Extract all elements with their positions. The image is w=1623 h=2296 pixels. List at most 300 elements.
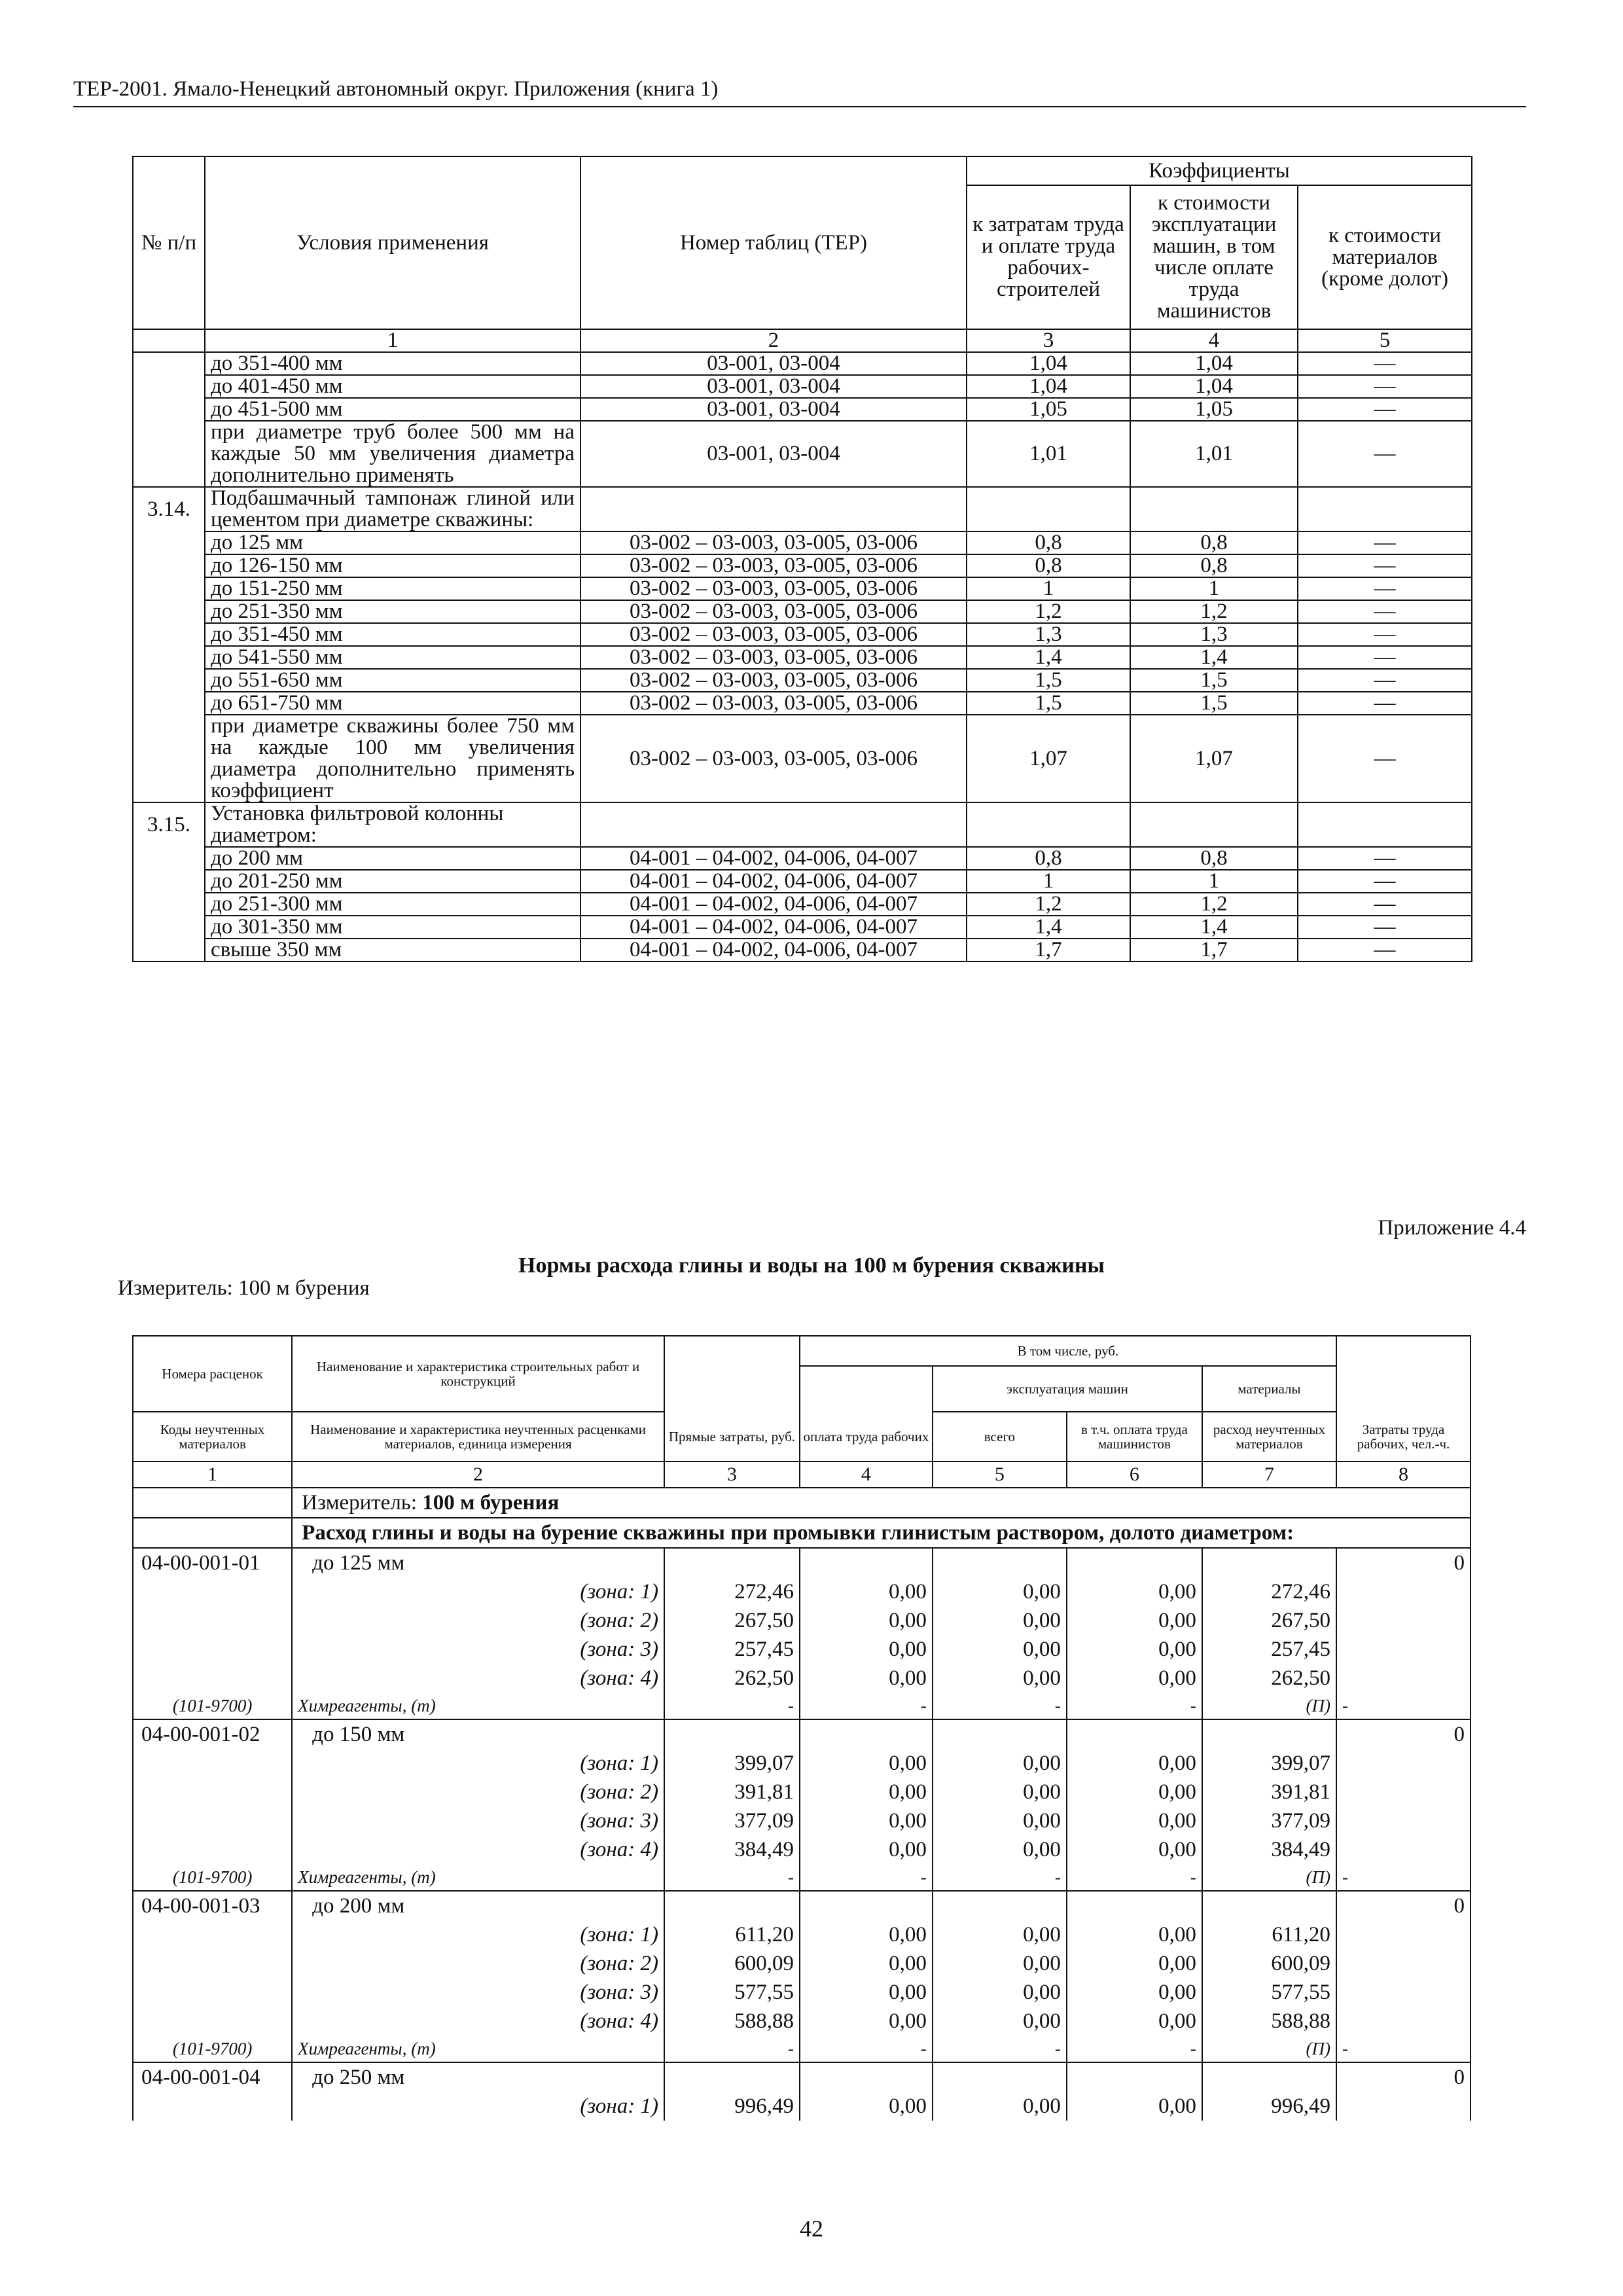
index-row [133,329,1472,352]
row-coef-labor: 1,3 [967,623,1130,646]
table-row [133,375,1472,398]
zone-row [133,1749,1471,1778]
row-coef-materials: — [1298,421,1472,487]
zone-materials: 600,09 [1202,1949,1336,1978]
zone-machines-total: 0,00 [933,2007,1067,2036]
row-condition: до 151-250 мм [205,577,580,600]
zone-machines-total: 0,00 [933,1749,1067,1778]
index-cell: 5 [1298,329,1472,352]
row-coef-materials: — [1298,847,1472,870]
row-tables: 04-001 – 04-002, 04-006, 04-007 [580,893,967,916]
norms-table [132,1335,1471,2121]
row-number [133,870,205,893]
zone-materials: 399,07 [1202,1749,1336,1778]
zone-labor-pay: 0,00 [800,1949,933,1978]
zone-direct: 577,55 [664,1978,800,2007]
index-cell: 6 [1067,1462,1202,1488]
row-condition: до 401-450 мм [205,375,580,398]
zone-label: (зона: 4) [292,1664,664,1693]
row-condition: до 351-450 мм [205,623,580,646]
row-coef-machines: 1,2 [1130,893,1298,916]
coefficients-header: Коэффициенты [967,156,1472,185]
zone-machines-total: 0,00 [933,1806,1067,1835]
table-row [133,847,1472,870]
zone-labor-pay: 0,00 [800,1920,933,1949]
measure-label: Измеритель: 100 м бурения [118,1276,370,1300]
row-tables: 03-001, 03-004 [580,421,967,487]
row-coef-labor: 1,07 [967,715,1130,802]
table-row [133,669,1472,692]
row-tables: 03-002 – 03-003, 03-005, 03-006 [580,600,967,623]
table-row [133,870,1472,893]
row-coef-machines: 0,8 [1130,847,1298,870]
row-tables: 04-001 – 04-002, 04-006, 04-007 [580,916,967,939]
zone-row [133,1949,1471,1978]
running-header: ТЕР-2001. Ямало-Ненецкий автономный округ. Приложения (книга 1) [73,77,719,101]
zone-materials: 996,49 [1202,2092,1336,2121]
row-number [133,623,205,646]
rate-row [133,1548,1471,1577]
row-coef-materials: — [1298,352,1472,375]
col-conditions-header: Условия применения [205,156,580,329]
page-number: 42 [800,2215,823,2242]
zone-machines-total: 0,00 [933,1978,1067,2007]
row-number [133,375,205,398]
row-coef-machines [1130,487,1298,531]
zone-machines-labor: 0,00 [1067,1978,1202,2007]
zone-machines-total: 0,00 [933,1635,1067,1664]
material-code: (101-9700) [133,2036,292,2062]
index-cell: 3 [967,329,1130,352]
zone-machines-labor: 0,00 [1067,2092,1202,2121]
zone-row [133,1806,1471,1835]
zone-machines-labor: 0,00 [1067,1749,1202,1778]
row-condition: до 301-350 мм [205,916,580,939]
zone-direct: 377,09 [664,1806,800,1835]
index-cell: 8 [1336,1462,1471,1488]
name-header-2: Наименование и характеристика неучтенных расценками материалов, единица измерения [292,1412,664,1462]
row-tables: 03-001, 03-004 [580,398,967,421]
row-tables: 03-001, 03-004 [580,352,967,375]
zone-label: (зона: 1) [292,1920,664,1949]
index-cell: 7 [1202,1462,1336,1488]
row-coef-labor: 1,4 [967,646,1130,669]
row-coef-machines: 1,07 [1130,715,1298,802]
row-coef-machines: 1,5 [1130,692,1298,715]
row-tables: 03-002 – 03-003, 03-005, 03-006 [580,715,967,802]
row-condition: до 251-300 мм [205,893,580,916]
zone-label: (зона: 1) [292,1749,664,1778]
rate-labor: 0 [1336,2062,1471,2092]
row-number [133,669,205,692]
material-labor-cost: - [1336,1693,1471,1719]
rate-labor: 0 [1336,1891,1471,1920]
row-condition: до 126-150 мм [205,554,580,577]
index-cell: 1 [205,329,580,352]
row-coef-labor [967,487,1130,531]
row-coef-machines: 1 [1130,870,1298,893]
zone-materials: 588,88 [1202,2007,1336,2036]
zone-labor-pay: 0,00 [800,1778,933,1806]
index-cell: 4 [1130,329,1298,352]
rate-code: 04-00-001-02 [133,1719,292,1749]
row-condition: до 551-650 мм [205,669,580,692]
row-coef-materials: — [1298,398,1472,421]
material-consumption: (П) [1202,1693,1336,1719]
index-row [133,1462,1471,1488]
row-coef-labor: 1,5 [967,669,1130,692]
zone-machines-labor: 0,00 [1067,1778,1202,1806]
material-code: (101-9700) [133,1693,292,1719]
material-machines-total: - [933,2036,1067,2062]
zone-machines-labor: 0,00 [1067,1920,1202,1949]
row-tables: 03-002 – 03-003, 03-005, 03-006 [580,692,967,715]
row-condition: Подбашмачный тампонаж глиной или цементом при диаметре скважины: [205,487,580,531]
row-number [133,554,205,577]
zone-label: (зона: 4) [292,1835,664,1864]
row-number [133,398,205,421]
index-cell: 5 [933,1462,1067,1488]
zone-materials: 391,81 [1202,1778,1336,1806]
zone-label: (зона: 1) [292,2092,664,2121]
material-labor-pay: - [800,1693,933,1719]
zone-row [133,1778,1471,1806]
zone-machines-total: 0,00 [933,1835,1067,1864]
row-coef-labor: 1,5 [967,692,1130,715]
zone-machines-total: 0,00 [933,2092,1067,2121]
zone-labor-pay: 0,00 [800,2007,933,2036]
row-condition: до 251-350 мм [205,600,580,623]
zone-row [133,1835,1471,1864]
labor-header: оплата труда рабочих [800,1412,933,1462]
row-coef-machines: 1 [1130,577,1298,600]
row-coef-materials: — [1298,916,1472,939]
col-tables-header: Номер таблиц (ТЕР) [580,156,967,329]
zone-direct: 399,07 [664,1749,800,1778]
row-number [133,600,205,623]
row-coef-machines: 1,4 [1130,646,1298,669]
material-machines-labor: - [1067,1693,1202,1719]
row-tables: 03-002 – 03-003, 03-005, 03-006 [580,577,967,600]
row-condition: до 125 мм [205,531,580,554]
row-coef-materials: — [1298,939,1472,961]
row-coef-machines: 1,01 [1130,421,1298,487]
table-row [133,487,1472,531]
zone-materials: 267,50 [1202,1606,1336,1635]
zone-direct: 600,09 [664,1949,800,1978]
zone-row [133,1664,1471,1693]
zone-row [133,1978,1471,2007]
labor-cost-header: Затраты труда рабочих, чел.-ч. [1336,1412,1471,1462]
row-condition: до 351-400 мм [205,352,580,375]
zone-row [133,1577,1471,1606]
row-coef-materials [1298,802,1472,847]
zone-materials: 577,55 [1202,1978,1336,2007]
row-condition: свыше 350 мм [205,939,580,961]
zone-labor-pay: 0,00 [800,1806,933,1835]
row-coef-materials: — [1298,646,1472,669]
rate-row [133,2062,1471,2092]
coef-materials-header: к стоимости материалов (кроме долот) [1298,185,1472,329]
zone-machines-total: 0,00 [933,1949,1067,1978]
row-tables: 03-002 – 03-003, 03-005, 03-006 [580,646,967,669]
row-number [133,939,205,961]
table-row [133,802,1472,847]
row-tables: 04-001 – 04-002, 04-006, 04-007 [580,847,967,870]
row-coef-labor: 1,7 [967,939,1130,961]
row-coef-labor: 0,8 [967,531,1130,554]
zone-materials: 377,09 [1202,1806,1336,1835]
table-row [133,939,1472,961]
row-coef-machines: 1,04 [1130,352,1298,375]
row-coef-labor: 1,2 [967,893,1130,916]
row-condition: до 451-500 мм [205,398,580,421]
zone-label: (зона: 3) [292,1635,664,1664]
zone-materials: 611,20 [1202,1920,1336,1949]
row-tables: 03-002 – 03-003, 03-005, 03-006 [580,669,967,692]
zone-materials: 384,49 [1202,1835,1336,1864]
material-labor-cost: - [1336,1864,1471,1891]
rate-name: до 250 мм [292,2062,664,2092]
table-row [133,646,1472,669]
material-row [133,2036,1471,2062]
zone-label: (зона: 2) [292,1949,664,1978]
row-condition: при диаметре скважины более 750 мм на каждые 100 мм увеличения диаметра дополнительно применять коэффициент [205,715,580,802]
row-coef-machines: 1,5 [1130,669,1298,692]
row-tables: 03-002 – 03-003, 03-005, 03-006 [580,554,967,577]
row-coef-materials: — [1298,692,1472,715]
zone-labor-pay: 0,00 [800,1835,933,1864]
table-row [133,421,1472,487]
table-row [133,692,1472,715]
zone-direct: 262,50 [664,1664,800,1693]
row-number [133,531,205,554]
zone-direct: 588,88 [664,2007,800,2036]
row-coef-labor: 1,01 [967,421,1130,487]
row-coef-labor: 1 [967,870,1130,893]
row-number [133,715,205,802]
zone-labor-pay: 0,00 [800,1635,933,1664]
zone-machines-labor: 0,00 [1067,1835,1202,1864]
row-tables: 03-002 – 03-003, 03-005, 03-006 [580,531,967,554]
row-number [133,916,205,939]
zone-label: (зона: 1) [292,1577,664,1606]
material-row [133,1864,1471,1891]
row-number: 3.14. [133,487,205,531]
total-header: всего [933,1412,1067,1462]
rate-name: до 200 мм [292,1891,664,1920]
including-header: В том числе, руб. [800,1336,1336,1366]
row-condition: до 541-550 мм [205,646,580,669]
section-title: Нормы расхода глины и воды на 100 м бурения скважины [518,1253,1105,1278]
zone-machines-labor: 0,00 [1067,1635,1202,1664]
material-consumption: (П) [1202,2036,1336,2062]
zone-materials: 257,45 [1202,1635,1336,1664]
header-rule [73,106,1526,107]
table-row [133,577,1472,600]
zone-materials: 272,46 [1202,1577,1336,1606]
row-number [133,421,205,487]
rate-labor: 0 [1336,1719,1471,1749]
index-cell-empty [133,329,205,352]
row-condition: при диаметре труб более 500 мм на каждые 50 мм увеличения диаметра дополнительно применять [205,421,580,487]
row-coef-machines: 1,7 [1130,939,1298,961]
zone-direct: 272,46 [664,1577,800,1606]
row-condition: Установка фильтровой колонны диаметром: [205,802,580,847]
table-row [133,715,1472,802]
index-cell: 3 [664,1462,800,1488]
row-coef-labor: 1,4 [967,916,1130,939]
incl-labor-header: в т.ч. оплата труда машинистов [1067,1412,1202,1462]
zone-labor-pay: 0,00 [800,1978,933,2007]
zone-materials: 262,50 [1202,1664,1336,1693]
material-labor-pay: - [800,1864,933,1891]
index-cell: 2 [292,1462,664,1488]
row-coef-labor [967,802,1130,847]
zone-machines-labor: 0,00 [1067,1664,1202,1693]
table-row [133,600,1472,623]
row-coef-materials: — [1298,600,1472,623]
coef-machines-header: к стоимости эксплуатации машин, в том числе оплате труда машинистов [1130,185,1298,329]
coef-labor-header: к затратам труда и оплате труда рабочих-строителей [967,185,1130,329]
row-tables: 03-002 – 03-003, 03-005, 03-006 [580,623,967,646]
table-row [133,531,1472,554]
zone-machines-total: 0,00 [933,1778,1067,1806]
material-name: Химреагенты, (т) [292,2036,664,2062]
section-row: Расход глины и воды на бурение скважины при промывки глинистым раствором, долото диаметром: [292,1518,1471,1548]
row-coef-materials: — [1298,715,1472,802]
material-row [133,1693,1471,1719]
zone-direct: 384,49 [664,1835,800,1864]
material-machines-labor: - [1067,1864,1202,1891]
material-consumption: (П) [1202,1864,1336,1891]
machines-header: эксплуатация машин [933,1366,1202,1412]
rate-row [133,1719,1471,1749]
table-row [133,398,1472,421]
row-coef-machines: 0,8 [1130,554,1298,577]
zone-row [133,1635,1471,1664]
row-coef-machines: 1,3 [1130,623,1298,646]
rate-row [133,1891,1471,1920]
appendix-label: Приложение 4.4 [1378,1216,1526,1240]
zone-labor-pay: 0,00 [800,1606,933,1635]
zone-label: (зона: 4) [292,2007,664,2036]
row-tables [580,487,967,531]
zone-row [133,2092,1471,2121]
measure-row: Измеритель: 100 м бурения [292,1488,1471,1518]
codes-header-2: Коды неучтенных материалов [133,1412,292,1462]
row-coef-labor: 1,04 [967,352,1130,375]
row-number [133,352,205,375]
row-condition: до 651-750 мм [205,692,580,715]
material-direct: - [664,2036,800,2062]
row-condition: до 200 мм [205,847,580,870]
row-coef-labor: 1 [967,577,1130,600]
row-coef-materials: — [1298,623,1472,646]
row-coef-machines: 1,04 [1130,375,1298,398]
index-cell: 2 [580,329,967,352]
material-name: Химреагенты, (т) [292,1864,664,1891]
name-header: Наименование и характеристика строительных работ и конструкций [292,1336,664,1412]
material-labor-cost: - [1336,2036,1471,2062]
material-direct: - [664,1693,800,1719]
row-coef-materials: — [1298,669,1472,692]
zone-direct: 257,45 [664,1635,800,1664]
rate-name: до 150 мм [292,1719,664,1749]
zone-label: (зона: 2) [292,1778,664,1806]
zone-machines-labor: 0,00 [1067,1606,1202,1635]
materials-header: материалы [1202,1366,1336,1412]
rate-code: 04-00-001-03 [133,1891,292,1920]
row-coef-materials: — [1298,531,1472,554]
material-code: (101-9700) [133,1864,292,1891]
codes-header: Номера расценок [133,1336,292,1412]
table-row [133,893,1472,916]
row-coef-labor: 0,8 [967,554,1130,577]
row-coef-materials: — [1298,577,1472,600]
row-coef-materials: — [1298,554,1472,577]
row-coef-labor: 1,05 [967,398,1130,421]
zone-machines-total: 0,00 [933,1664,1067,1693]
row-number [133,577,205,600]
zone-label: (зона: 3) [292,1978,664,2007]
table-row [133,352,1472,375]
material-machines-total: - [933,1693,1067,1719]
zone-labor-pay: 0,00 [800,1749,933,1778]
row-coef-machines: 1,2 [1130,600,1298,623]
row-coef-materials: — [1298,893,1472,916]
rate-name: до 125 мм [292,1548,664,1577]
zone-row [133,1920,1471,1949]
row-number [133,847,205,870]
row-coef-materials: — [1298,870,1472,893]
zone-machines-labor: 0,00 [1067,1949,1202,1978]
zone-machines-total: 0,00 [933,1577,1067,1606]
row-coef-labor: 0,8 [967,847,1130,870]
zone-labor-pay: 0,00 [800,2092,933,2121]
zone-row [133,1606,1471,1635]
row-coef-materials: — [1298,375,1472,398]
zone-row [133,2007,1471,2036]
material-labor-pay: - [800,2036,933,2062]
mat-cons-header: расход неучтенных материалов [1202,1412,1336,1462]
material-name: Химреагенты, (т) [292,1693,664,1719]
zone-labor-pay: 0,00 [800,1577,933,1606]
zone-direct: 996,49 [664,2092,800,2121]
direct-header: Прямые затраты, руб. [664,1412,800,1462]
zone-direct: 611,20 [664,1920,800,1949]
material-direct: - [664,1864,800,1891]
row-tables: 04-001 – 04-002, 04-006, 04-007 [580,939,967,961]
col-num-header: № п/п [133,156,205,329]
row-tables: 04-001 – 04-002, 04-006, 04-007 [580,870,967,893]
zone-machines-total: 0,00 [933,1606,1067,1635]
zone-labor-pay: 0,00 [800,1664,933,1693]
zone-machines-labor: 0,00 [1067,1806,1202,1835]
row-condition: до 201-250 мм [205,870,580,893]
row-coef-machines [1130,802,1298,847]
row-coef-machines: 0,8 [1130,531,1298,554]
material-machines-total: - [933,1864,1067,1891]
row-coef-materials [1298,487,1472,531]
zone-direct: 391,81 [664,1778,800,1806]
row-tables [580,802,967,847]
material-machines-labor: - [1067,2036,1202,2062]
table-row [133,554,1472,577]
row-number [133,692,205,715]
row-number [133,893,205,916]
zone-direct: 267,50 [664,1606,800,1635]
